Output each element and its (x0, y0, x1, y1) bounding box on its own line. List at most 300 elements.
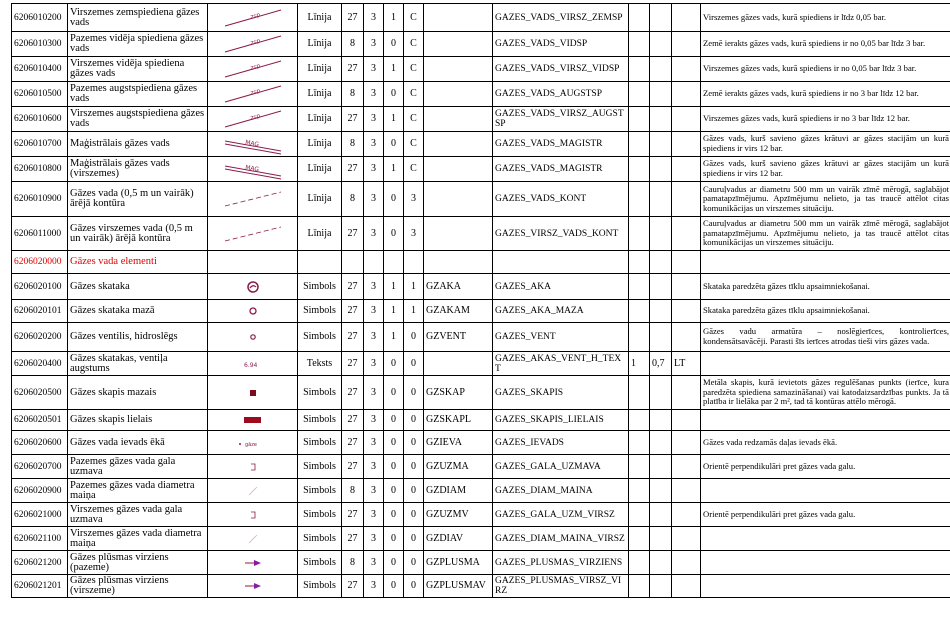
table-row (12, 217, 950, 251)
table-row (12, 107, 950, 132)
small-cabinet-icon (248, 388, 258, 398)
level-cell: C (404, 82, 424, 107)
description-cell: Cauruļvadus ar diametru 500 mm un vairāk zīmē mērogā, saglabājot pamatapzīmējumu. Apzīmējumu nelieto, ja tas traucē attēlot citas komunikācijas un virszemes situāciju. (701, 182, 950, 217)
style-cell: 1 (384, 323, 404, 352)
level-cell: 3 (404, 217, 424, 251)
section-row (12, 251, 950, 274)
symbol-cell (208, 217, 298, 251)
align-cell (672, 376, 701, 410)
code-cell: 6206010400 (12, 57, 68, 82)
weight-cell: 3 (364, 323, 384, 352)
svg-text:zsp: zsp (249, 10, 261, 21)
table-row (12, 32, 950, 57)
level-cell: 1 (404, 300, 424, 323)
svg-text:zsp: zsp (249, 62, 261, 72)
cell-name-cell: GZPLUSMA (424, 551, 493, 575)
font-cell (629, 503, 650, 527)
font-cell (629, 323, 650, 352)
name-cell: Virszemes zemspiediena gāzes vads (68, 4, 208, 32)
level-cell: 0 (404, 551, 424, 575)
code-cell: 6206011000 (12, 217, 68, 251)
weight-cell: 3 (364, 157, 384, 182)
empty-cell (364, 251, 384, 274)
weight-cell: 3 (364, 82, 384, 107)
code-cell: 6206020101 (12, 300, 68, 323)
empty-cell (629, 251, 650, 274)
weight-cell: 3 (364, 352, 384, 376)
type-cell: Simbols (298, 575, 342, 598)
large-cabinet-icon (243, 415, 263, 425)
dashed-line-icon (221, 224, 285, 244)
code-cell: 6206020900 (12, 479, 68, 503)
style-cell: 0 (384, 431, 404, 455)
end-cap-icon (249, 510, 257, 520)
code-cell: 6206021200 (12, 551, 68, 575)
layer-cell: GAZES_VADS_VIRSZ_AUGSTSP (493, 107, 629, 132)
description-cell: Zemē ierakts gāzes vads, kurā spiediens ir no 0,05 bar līdz 3 bar. (701, 32, 950, 57)
code-cell: 6206021100 (12, 527, 68, 551)
symbol-cell (208, 32, 298, 57)
code-cell: 6206010700 (12, 132, 68, 157)
cell-name-cell: GZPLUSMAV (424, 575, 493, 598)
name-cell: Gāzes ventilis, hidroslēgs (68, 323, 208, 352)
style-cell: 0 (384, 479, 404, 503)
layer-cell: GAZES_PLUSMAS_VIRSZ_VIRZ (493, 575, 629, 598)
end-cap-icon (249, 462, 257, 472)
height-label-icon (241, 359, 265, 369)
type-cell: Simbols (298, 503, 342, 527)
name-cell: Gāzes skapis lielais (68, 410, 208, 431)
font-cell (629, 217, 650, 251)
name-cell: Gāzes plūsmas virziens (pazeme) (68, 551, 208, 575)
size-cell (650, 274, 672, 300)
size-cell (650, 551, 672, 575)
table-row (12, 479, 950, 503)
font-cell (629, 57, 650, 82)
level-cell: 0 (404, 575, 424, 598)
name-cell: Gāzes skataka (68, 274, 208, 300)
description-cell: Zemē ierakts gāzes vads, kurā spiediens ir no 3 bar līdz 12 bar. (701, 82, 950, 107)
layer-cell: GAZES_DIAM_MAINA_VIRSZ (493, 527, 629, 551)
level-cell: 0 (404, 479, 424, 503)
cell-name-cell: GZDIAV (424, 527, 493, 551)
layer-cell: GAZES_AKA_MAZA (493, 300, 629, 323)
layer-cell: GAZES_IEVADS (493, 431, 629, 455)
valve-icon (249, 333, 257, 341)
description-cell: Skataka paredzēta gāzes tīklu apsaimniekošanai. (701, 274, 950, 300)
table-row (12, 157, 950, 182)
code-cell: 6206020400 (12, 352, 68, 376)
type-cell: Simbols (298, 527, 342, 551)
cell-name-cell (424, 182, 493, 217)
symbol-cell (208, 182, 298, 217)
weight-cell: 3 (364, 107, 384, 132)
cell-name-cell: GZDIAM (424, 479, 493, 503)
level-cell: C (404, 157, 424, 182)
name-cell: Gāzes skapis mazais (68, 376, 208, 410)
code-cell: 6206020500 (12, 376, 68, 410)
code-cell: 6206010900 (12, 182, 68, 217)
size-cell (650, 57, 672, 82)
name-cell: Pazemes gāzes vada diametra maiņa (68, 479, 208, 503)
size-cell: 0,7 (650, 352, 672, 376)
name-cell: Gāzes vada (0,5 m un vairāk) ārējā kontūra (68, 182, 208, 217)
color-cell: 27 (342, 376, 364, 410)
table-row (12, 300, 950, 323)
empty-cell (384, 251, 404, 274)
color-cell: 8 (342, 551, 364, 575)
level-cell: C (404, 4, 424, 32)
align-cell (672, 410, 701, 431)
description-cell: Gāzes vadu armatūra – noslēgierīces, kontrolierīces, kondensātsavācēji. Parasti šīs ierīces atrodas tieši virs gāzes vada. (701, 323, 950, 352)
pipe-line-icon (221, 83, 285, 105)
weight-cell: 3 (364, 455, 384, 479)
code-cell: 6206020700 (12, 455, 68, 479)
name-cell: Virszemes gāzes vada diametra maiņa (68, 527, 208, 551)
name-cell: Pazemes vidēja spiediena gāzes vads (68, 32, 208, 57)
svg-text:zsp: zsp (249, 37, 261, 47)
table-row (12, 182, 950, 217)
level-cell: C (404, 32, 424, 57)
size-cell (650, 132, 672, 157)
symbol-cell (208, 4, 298, 32)
name-cell: Gāzes vada elementi (68, 251, 208, 274)
diameter-change-icon (246, 533, 260, 545)
table-row (12, 431, 950, 455)
cell-name-cell: GZUZMV (424, 503, 493, 527)
table-row (12, 132, 950, 157)
align-cell: LT (672, 352, 701, 376)
diameter-change-icon (246, 485, 260, 497)
name-cell: Gāzes skatakas, ventiļa augstums (68, 352, 208, 376)
level-cell: 0 (404, 527, 424, 551)
level-cell: 0 (404, 352, 424, 376)
cell-name-cell (424, 217, 493, 251)
cell-name-cell: GZUZMA (424, 455, 493, 479)
layer-cell: GAZES_VADS_VIDSP (493, 32, 629, 57)
align-cell (672, 575, 701, 598)
description-cell (701, 352, 950, 376)
color-cell: 27 (342, 527, 364, 551)
layer-cell: GAZES_AKA (493, 274, 629, 300)
description-cell: Orientē perpendikulāri pret gāzes vada galu. (701, 455, 950, 479)
font-cell: 1 (629, 352, 650, 376)
table-row (12, 376, 950, 410)
level-cell: C (404, 132, 424, 157)
table-row (12, 352, 950, 376)
font-cell (629, 132, 650, 157)
type-cell: Līnija (298, 4, 342, 32)
size-cell (650, 217, 672, 251)
description-cell: Virszemes gāzes vads, kurā spiediens ir līdz 0,05 bar. (701, 4, 950, 32)
code-cell: 6206020600 (12, 431, 68, 455)
layer-cell: GAZES_VADS_MAGISTR (493, 132, 629, 157)
name-cell: Pazemes gāzes vada gala uzmava (68, 455, 208, 479)
level-cell: C (404, 107, 424, 132)
color-cell: 27 (342, 217, 364, 251)
table-row (12, 4, 950, 32)
table-row (12, 527, 950, 551)
manhole-icon (246, 280, 260, 294)
size-cell (650, 503, 672, 527)
weight-cell: 3 (364, 431, 384, 455)
code-cell: 6206020200 (12, 323, 68, 352)
weight-cell: 3 (364, 274, 384, 300)
symbol-cell (208, 352, 298, 376)
align-cell (672, 157, 701, 182)
color-cell: 27 (342, 323, 364, 352)
weight-cell: 3 (364, 503, 384, 527)
description-cell: Skataka paredzēta gāzes tīklu apsaimniekošanai. (701, 300, 950, 323)
font-cell (629, 455, 650, 479)
font-cell (629, 300, 650, 323)
type-cell: Līnija (298, 82, 342, 107)
style-cell: 1 (384, 300, 404, 323)
color-cell: 8 (342, 132, 364, 157)
size-cell (650, 410, 672, 431)
style-cell: 0 (384, 455, 404, 479)
align-cell (672, 107, 701, 132)
font-cell (629, 82, 650, 107)
weight-cell: 3 (364, 376, 384, 410)
description-cell (701, 479, 950, 503)
symbol-cell (208, 455, 298, 479)
align-cell (672, 4, 701, 32)
empty-cell (342, 251, 364, 274)
description-cell (701, 527, 950, 551)
symbol-cell (208, 431, 298, 455)
table-row (12, 503, 950, 527)
pipe-line-icon (221, 58, 285, 80)
style-cell: 0 (384, 551, 404, 575)
table-row (12, 82, 950, 107)
type-cell: Simbols (298, 300, 342, 323)
type-cell: Līnija (298, 157, 342, 182)
symbol-cell (208, 323, 298, 352)
size-cell (650, 4, 672, 32)
name-cell: Gāzes vada ievads ēkā (68, 431, 208, 455)
name-cell: Maģistrālais gāzes vads (virszemes) (68, 157, 208, 182)
size-cell (650, 300, 672, 323)
code-cell: 6206020000 (12, 251, 68, 274)
font-cell (629, 431, 650, 455)
empty-cell (424, 251, 493, 274)
color-cell: 27 (342, 107, 364, 132)
svg-text:6.94: 6.94 (243, 361, 257, 369)
align-cell (672, 217, 701, 251)
name-cell: Virszemes augstspiediena gāzes vads (68, 107, 208, 132)
color-cell: 8 (342, 479, 364, 503)
symbol-cell (208, 274, 298, 300)
code-cell: 6206010300 (12, 32, 68, 57)
cell-name-cell: GZIEVA (424, 431, 493, 455)
style-cell: 1 (384, 4, 404, 32)
table-row (12, 551, 950, 575)
code-cell: 6206021201 (12, 575, 68, 598)
empty-cell (650, 251, 672, 274)
weight-cell: 3 (364, 300, 384, 323)
align-cell (672, 527, 701, 551)
font-cell (629, 551, 650, 575)
type-cell: Simbols (298, 479, 342, 503)
style-cell: 1 (384, 107, 404, 132)
symbol-cell (208, 157, 298, 182)
align-cell (672, 182, 701, 217)
font-cell (629, 376, 650, 410)
svg-text:zsp: zsp (249, 87, 261, 97)
cell-name-cell: GZSKAPL (424, 410, 493, 431)
layer-cell: GAZES_VENT (493, 323, 629, 352)
symbol-cell (208, 551, 298, 575)
color-cell: 27 (342, 57, 364, 82)
cell-name-cell (424, 4, 493, 32)
size-cell (650, 376, 672, 410)
code-cell: 6206020501 (12, 410, 68, 431)
type-cell: Līnija (298, 57, 342, 82)
style-cell: 0 (384, 527, 404, 551)
layer-cell: GAZES_DIAM_MAINA (493, 479, 629, 503)
style-cell: 0 (384, 32, 404, 57)
level-cell: 0 (404, 455, 424, 479)
font-cell (629, 575, 650, 598)
weight-cell: 3 (364, 479, 384, 503)
pipe-line-icon (221, 7, 285, 29)
style-cell: 0 (384, 217, 404, 251)
cell-name-cell (424, 32, 493, 57)
cell-name-cell: GZAKAM (424, 300, 493, 323)
flow-arrow-icon (243, 559, 263, 567)
layer-cell: GAZES_VADS_VIRSZ_ZEMSP (493, 4, 629, 32)
level-cell: 0 (404, 431, 424, 455)
level-cell: C (404, 57, 424, 82)
svg-text:zsp: zsp (249, 112, 261, 122)
layer-cell: GAZES_VADS_AUGSTSP (493, 82, 629, 107)
name-cell: Virszemes vidēja spiediena gāzes vads (68, 57, 208, 82)
name-cell: Gāzes virszemes vada (0,5 m un vairāk) ārējā kontūra (68, 217, 208, 251)
align-cell (672, 300, 701, 323)
small-manhole-icon (248, 306, 258, 316)
type-cell: Simbols (298, 376, 342, 410)
code-cell: 6206010600 (12, 107, 68, 132)
size-cell (650, 575, 672, 598)
size-cell (650, 107, 672, 132)
align-cell (672, 431, 701, 455)
color-cell: 27 (342, 503, 364, 527)
type-cell: Līnija (298, 182, 342, 217)
font-cell (629, 274, 650, 300)
pipe-line-icon (221, 108, 285, 130)
size-cell (650, 182, 672, 217)
align-cell (672, 57, 701, 82)
cell-name-cell (424, 57, 493, 82)
layer-cell: GAZES_GALA_UZM_VIRSZ (493, 503, 629, 527)
weight-cell: 3 (364, 32, 384, 57)
description-cell (701, 575, 950, 598)
symbol-cell (208, 410, 298, 431)
cell-name-cell: GZVENT (424, 323, 493, 352)
weight-cell: 3 (364, 132, 384, 157)
table-row (12, 323, 950, 352)
layer-cell: GAZES_VADS_KONT (493, 182, 629, 217)
type-cell: Līnija (298, 132, 342, 157)
symbol-cell (208, 376, 298, 410)
level-cell: 1 (404, 274, 424, 300)
empty-cell (208, 251, 298, 274)
weight-cell: 3 (364, 217, 384, 251)
layer-cell: GAZES_VADS_VIRSZ_VIDSP (493, 57, 629, 82)
empty-cell (298, 251, 342, 274)
level-cell: 0 (404, 376, 424, 410)
font-cell (629, 527, 650, 551)
empty-cell (672, 251, 701, 274)
dashed-line-icon (221, 189, 285, 209)
type-cell: Simbols (298, 410, 342, 431)
gas-symbol-table (11, 3, 950, 598)
layer-cell: GAZES_SKAPIS_LIELAIS (493, 410, 629, 431)
building-inlet-icon (236, 438, 270, 448)
type-cell: Līnija (298, 107, 342, 132)
svg-text:gāze: gāze (244, 441, 257, 448)
level-cell: 0 (404, 410, 424, 431)
cell-name-cell (424, 132, 493, 157)
symbol-cell (208, 575, 298, 598)
style-cell: 0 (384, 376, 404, 410)
svg-text:MAG: MAG (244, 164, 259, 174)
description-cell (701, 410, 950, 431)
level-cell: 0 (404, 323, 424, 352)
color-cell: 27 (342, 274, 364, 300)
align-cell (672, 132, 701, 157)
description-cell (701, 551, 950, 575)
layer-cell: GAZES_VIRSZ_VADS_KONT (493, 217, 629, 251)
style-cell: 0 (384, 182, 404, 217)
pipe-line-icon (221, 33, 285, 55)
font-cell (629, 157, 650, 182)
description-cell: Virszemes gāzes vads, kurā spiediens ir no 3 bar līdz 12 bar. (701, 107, 950, 132)
cell-name-cell (424, 352, 493, 376)
align-cell (672, 479, 701, 503)
symbol-cell (208, 57, 298, 82)
style-cell: 0 (384, 352, 404, 376)
color-cell: 27 (342, 157, 364, 182)
font-cell (629, 182, 650, 217)
name-cell: Pazemes augstspiediena gāzes vads (68, 82, 208, 107)
color-cell: 27 (342, 455, 364, 479)
align-cell (672, 323, 701, 352)
symbol-cell (208, 82, 298, 107)
flow-arrow-icon (243, 582, 263, 590)
type-cell: Simbols (298, 551, 342, 575)
color-cell: 8 (342, 182, 364, 217)
color-cell: 27 (342, 410, 364, 431)
table-row (12, 57, 950, 82)
font-cell (629, 410, 650, 431)
symbol-cell (208, 107, 298, 132)
size-cell (650, 32, 672, 57)
symbol-cell (208, 503, 298, 527)
symbol-cell (208, 479, 298, 503)
code-cell: 6206010200 (12, 4, 68, 32)
svg-text:MAG: MAG (244, 139, 259, 149)
weight-cell: 3 (364, 575, 384, 598)
type-cell: Simbols (298, 455, 342, 479)
layer-cell: GAZES_GALA_UZMAVA (493, 455, 629, 479)
cell-name-cell: GZSKAP (424, 376, 493, 410)
code-cell: 6206020100 (12, 274, 68, 300)
type-cell: Simbols (298, 274, 342, 300)
style-cell: 0 (384, 132, 404, 157)
code-cell: 6206010500 (12, 82, 68, 107)
